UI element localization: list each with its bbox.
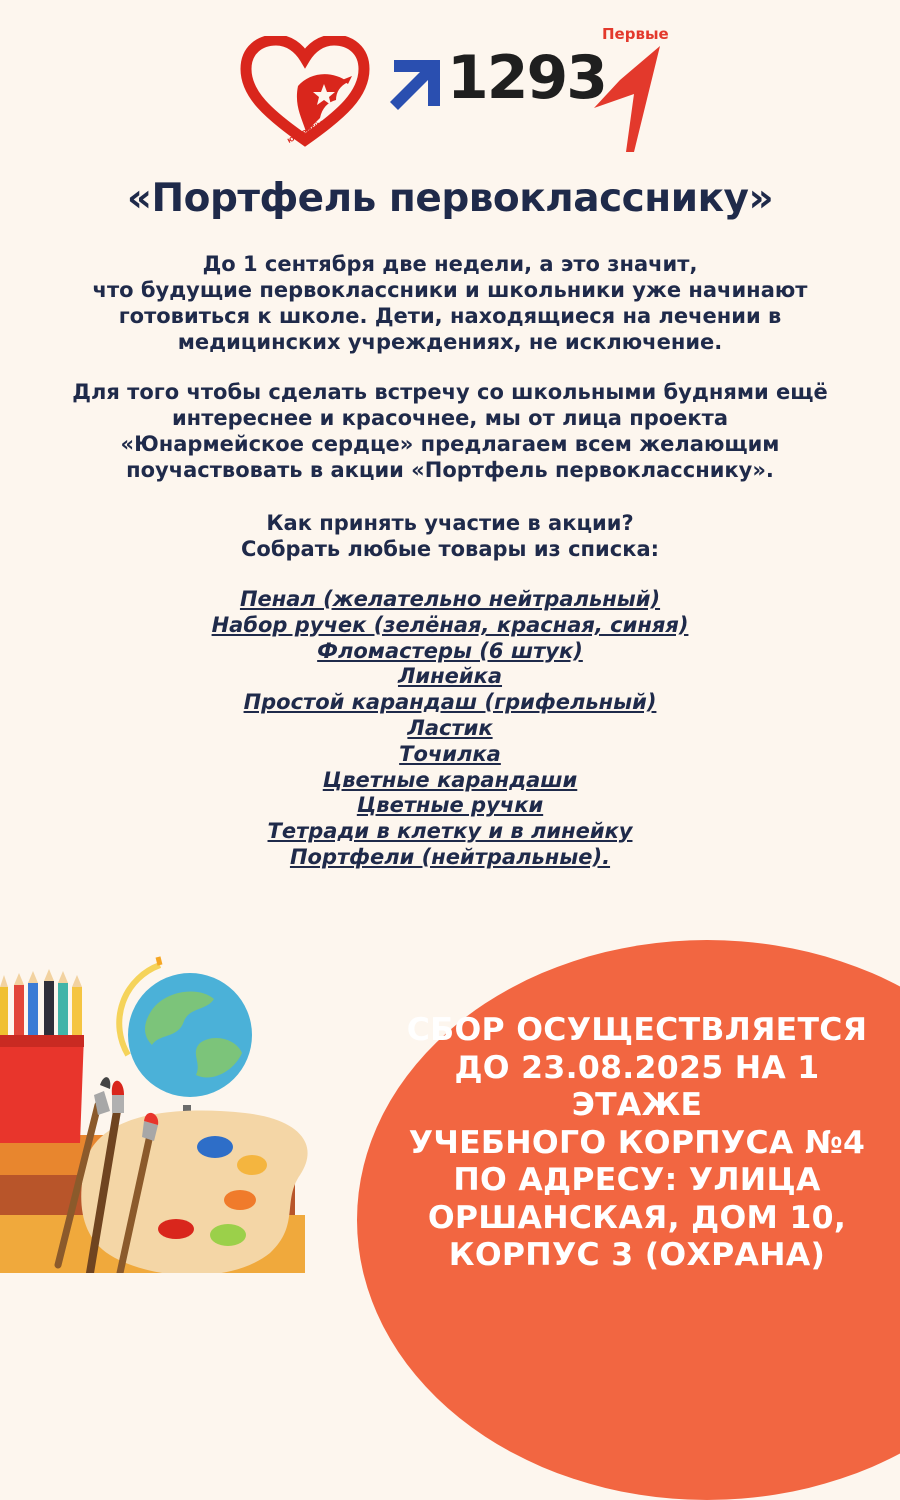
page-title: «Портфель первокласснику»: [126, 176, 774, 221]
invite-line: «Юнармейское сердце» предлагаем всем желающим: [120, 432, 780, 456]
heart-logo-caption: ЮНАРМЕЙСКОЕ СЕРДЦЕ: [286, 112, 339, 145]
collection-info-text: [387, 1012, 887, 1275]
invite-line: Для того чтобы сделать встречу со школьными буднями ещё: [72, 380, 828, 404]
logo-bar: [0, 0, 900, 170]
invite-line: поучаствовать в акции «Портфель первокласснику».: [126, 458, 774, 482]
list-item: Точилка: [399, 741, 501, 766]
school-number-logo: 1293: [447, 43, 606, 113]
collection-line: УЧЕБНОГО КОРПУСА №4: [408, 1124, 866, 1161]
how-to-paragraph: [40, 510, 860, 562]
invite-line: интереснее и красочнее, мы от лица проекта: [171, 406, 729, 430]
list-item: Цветные ручки: [356, 793, 544, 818]
list-item: Фломастеры (6 штук): [317, 638, 583, 663]
how-to-question: Как принять участие в акции?: [266, 511, 634, 535]
list-item: Тетради в клетку и в линейку: [267, 819, 633, 844]
collection-line: КОРПУС 3 (ОХРАНА): [448, 1237, 826, 1273]
how-to-instruction: Собрать любые товары из списка:: [240, 537, 660, 561]
collection-line: ПО АДРЕСУ: УЛИЦА: [453, 1162, 821, 1198]
globe-icon: [119, 957, 252, 1131]
intro-line: До 1 сентября две недели, а это значит,: [202, 252, 698, 276]
intro-line: готовиться к школе. Дети, находящиеся на лечении в: [118, 304, 782, 328]
pervye-logo-icon: [590, 42, 670, 154]
list-item: Простой карандаш (грифельный): [243, 690, 657, 715]
intro-line: медицинских учреждениях, не исключение.: [177, 330, 723, 354]
list-item: Линейка: [397, 664, 503, 689]
supplies-list: [0, 587, 900, 871]
pervye-logo-text: Первые: [602, 25, 669, 43]
list-item: Ластик: [407, 715, 493, 740]
intro-line: что будущие первоклассники и школьники уже начинают: [92, 278, 808, 302]
pencil-cup-icon: [0, 969, 84, 1143]
collection-line: ДО 23.08.2025 НА 1 ЭТАЖЕ: [454, 1049, 820, 1123]
invite-paragraph: [40, 379, 860, 483]
list-item: Пенал (желательно нейтральный): [239, 587, 661, 611]
collection-line: ОРШАНСКАЯ, ДОМ 10,: [427, 1199, 847, 1236]
list-item: Набор ручек (зелёная, красная, синяя): [211, 612, 689, 637]
list-item: Цветные карандаши: [322, 767, 578, 792]
blue-arrow-icon: [388, 60, 440, 112]
list-item: Портфели (нейтральные).: [289, 844, 611, 869]
collection-line: СБОР ОСУЩЕСТВЛЯЕТСЯ: [406, 1012, 868, 1048]
intro-paragraph: [40, 251, 860, 355]
